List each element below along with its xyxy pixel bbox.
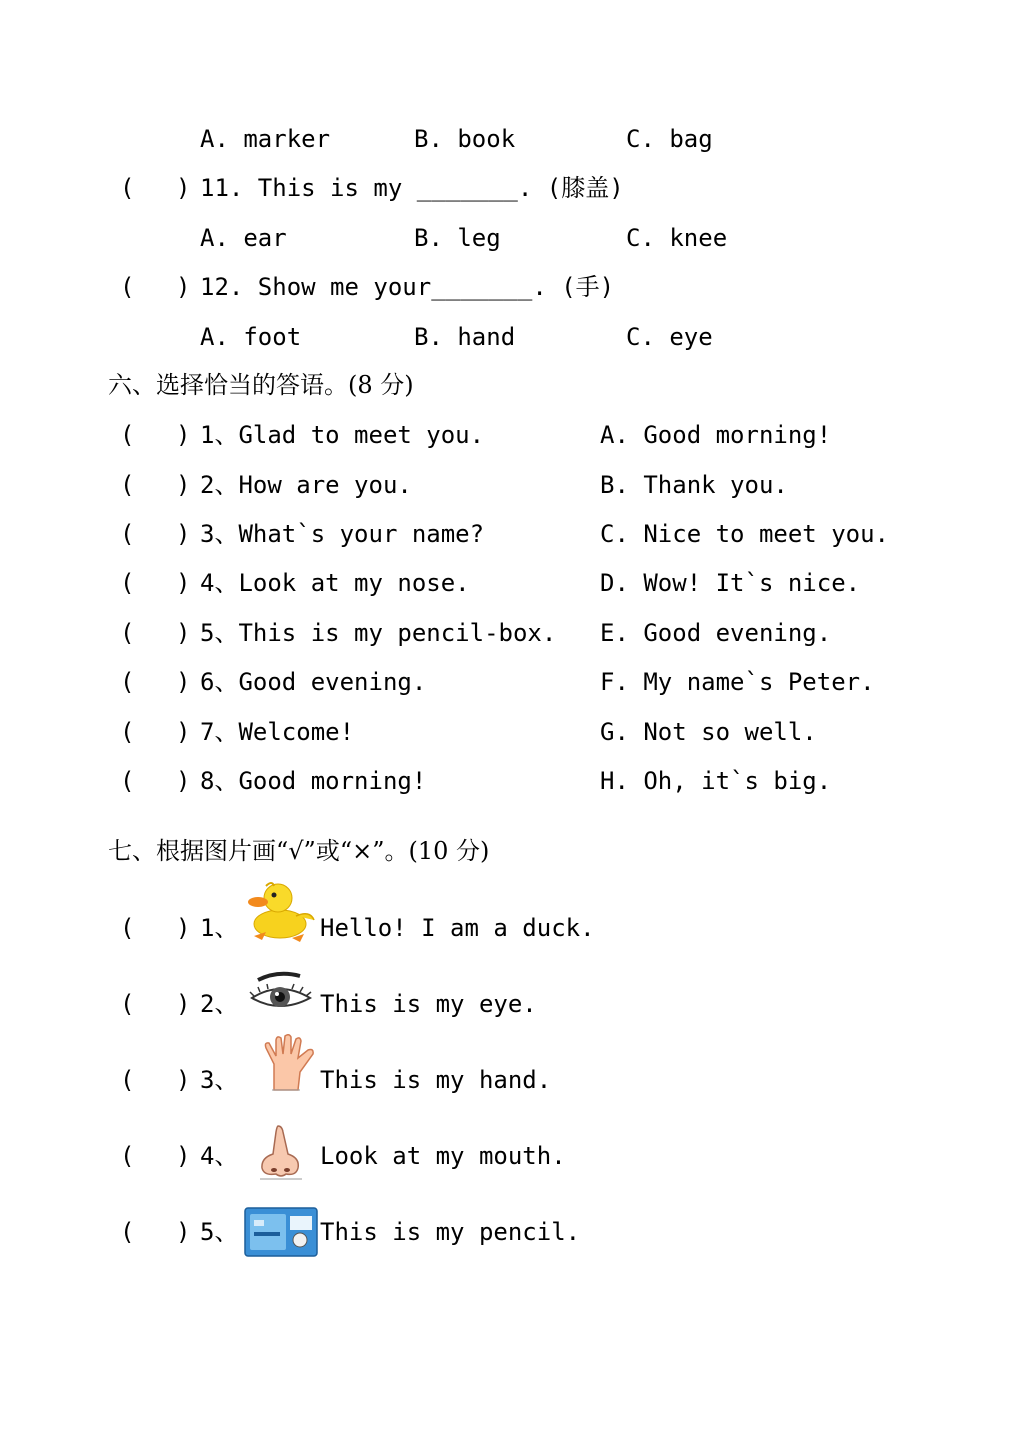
pencil-box-icon (244, 1206, 318, 1258)
q12-option-c: C. eye (626, 323, 713, 351)
answer-paren-open[interactable]: ( (120, 421, 135, 449)
s6-answer-option: B. Thank you. (600, 471, 788, 499)
q11-question: 11. This is my _______. (膝盖) (200, 174, 624, 202)
s6-question: 6、Good evening. (200, 668, 427, 696)
answer-paren-close: ) (176, 174, 191, 202)
s6-answer-option: E. Good evening. (600, 619, 832, 647)
s7-item-number: 5、 (200, 1218, 239, 1246)
answer-paren-close: ) (176, 273, 191, 301)
answer-paren-open[interactable]: ( (120, 619, 135, 647)
q12-option-b: B. hand (414, 323, 516, 351)
s7-item-text: Look at my mouth. (320, 1142, 566, 1170)
s6-answer-option: F. My name`s Peter. (600, 668, 875, 696)
s7-item-number: 4、 (200, 1142, 239, 1170)
answer-paren-open[interactable]: ( (120, 1142, 135, 1170)
section7-title: 七、根据图片画“√”或“×”。(10 分) (108, 837, 490, 865)
s7-item-text: This is my eye. (320, 990, 537, 1018)
answer-paren-open[interactable]: ( (120, 718, 135, 746)
s6-answer-option: D. Wow! It`s nice. (600, 569, 861, 597)
q10-option-c: C. bag (626, 125, 713, 153)
answer-paren-close: ) (176, 421, 191, 449)
s6-answer-option: A. Good morning! (600, 421, 832, 449)
s7-item-text: This is my hand. (320, 1066, 552, 1094)
s6-question: 3、What`s your name? (200, 520, 485, 548)
eye-icon (246, 970, 316, 1016)
answer-paren-close: ) (176, 1218, 191, 1246)
section6-title: 六、选择恰当的答语。(8 分) (108, 371, 414, 399)
answer-paren-close: ) (176, 569, 191, 597)
s6-question: 8、Good morning! (200, 767, 427, 795)
nose-icon (256, 1124, 306, 1180)
answer-paren-open[interactable]: ( (120, 520, 135, 548)
answer-paren-close: ) (176, 990, 191, 1018)
s6-answer-option: C. Nice to meet you. (600, 520, 889, 548)
s6-question: 4、Look at my nose. (200, 569, 470, 597)
s7-item-number: 3、 (200, 1066, 239, 1094)
s7-item-number: 2、 (200, 990, 239, 1018)
s6-answer-option: H. Oh, it`s big. (600, 767, 832, 795)
answer-paren-open[interactable]: ( (120, 1066, 135, 1094)
answer-paren-close: ) (176, 668, 191, 696)
answer-paren-open[interactable]: ( (120, 990, 135, 1018)
answer-paren-close: ) (176, 914, 191, 942)
q12-question: 12. Show me your_______. (手) (200, 273, 615, 301)
answer-paren-close: ) (176, 520, 191, 548)
q10-option-b: B. book (414, 125, 516, 153)
duck-icon (244, 880, 316, 942)
s6-answer-option: G. Not so well. (600, 718, 817, 746)
answer-paren-open[interactable]: ( (120, 914, 135, 942)
s6-question: 5、This is my pencil-box. (200, 619, 557, 647)
s7-item-number: 1、 (200, 914, 239, 942)
answer-paren-close: ) (176, 1066, 191, 1094)
s7-item-text: Hello! I am a duck. (320, 914, 595, 942)
answer-paren-close: ) (176, 767, 191, 795)
answer-paren-open[interactable]: ( (120, 174, 135, 202)
hand-icon (258, 1034, 320, 1092)
q11-option-b: B. leg (414, 224, 501, 252)
s6-question: 1、Glad to meet you. (200, 421, 485, 449)
answer-paren-close: ) (176, 1142, 191, 1170)
answer-paren-open[interactable]: ( (120, 471, 135, 499)
s6-question: 7、Welcome! (200, 718, 355, 746)
answer-paren-close: ) (176, 718, 191, 746)
answer-paren-open[interactable]: ( (120, 668, 135, 696)
q11-option-a: A. ear (200, 224, 287, 252)
answer-paren-open[interactable]: ( (120, 767, 135, 795)
s6-question: 2、How are you. (200, 471, 412, 499)
q10-option-a: A. marker (200, 125, 331, 153)
answer-paren-close: ) (176, 471, 191, 499)
q12-option-a: A. foot (200, 323, 302, 351)
answer-paren-open[interactable]: ( (120, 273, 135, 301)
answer-paren-open[interactable]: ( (120, 569, 135, 597)
s7-item-text: This is my pencil. (320, 1218, 581, 1246)
q11-option-c: C. knee (626, 224, 728, 252)
answer-paren-close: ) (176, 619, 191, 647)
answer-paren-open[interactable]: ( (120, 1218, 135, 1246)
